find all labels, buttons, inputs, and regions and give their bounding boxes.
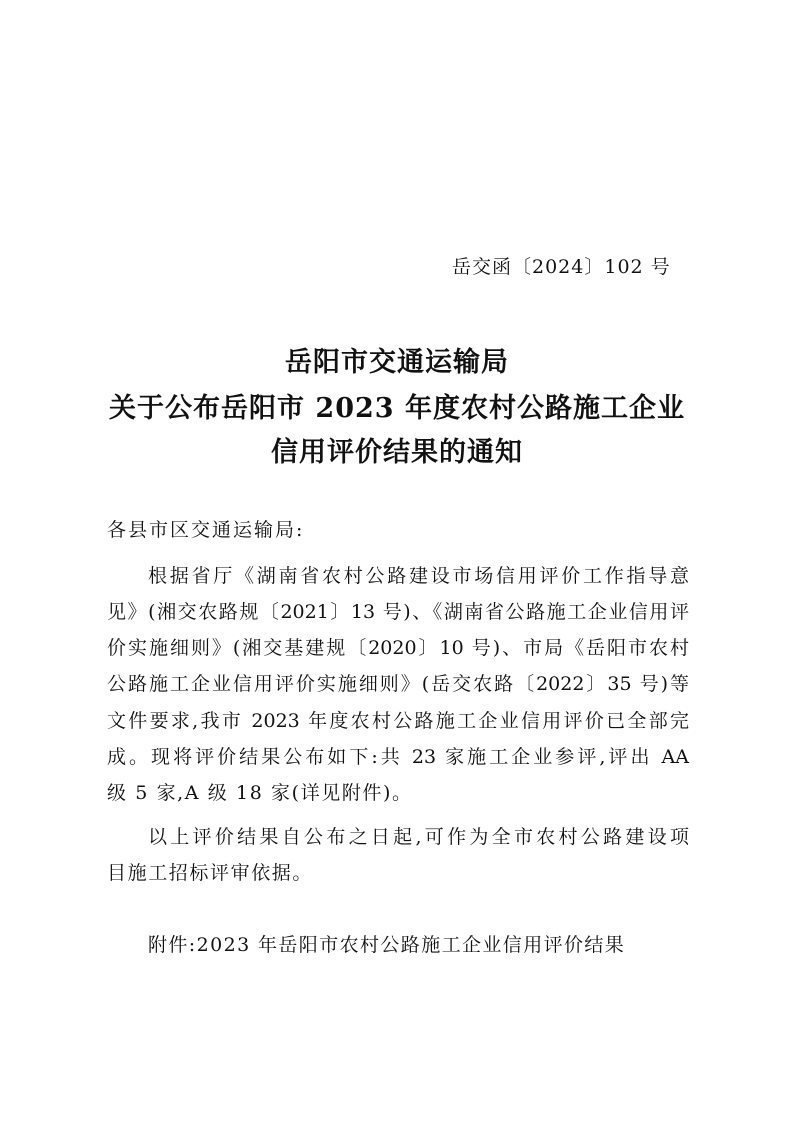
paragraph-1-line-1: 根据省厅《湖南省农村公路建设市场信用评价工作指导意 xyxy=(148,565,689,587)
salutation: 各县市区交通运输局: xyxy=(107,519,305,541)
title-line-3: 信用评价结果的通知 xyxy=(271,437,523,468)
paragraph-1-line-2: 见》(湘交农路规〔2021〕13 号)、《湖南省公路施工企业信用评 xyxy=(107,601,689,623)
title-line-2: 关于公布岳阳市 2023 年度农村公路施工企业 xyxy=(109,393,685,424)
document-number: 岳交函〔2024〕102 号 xyxy=(452,256,671,278)
paragraph-2-line-2: 目施工招标评审依据。 xyxy=(107,862,314,884)
paragraph-1-line-5: 文件要求,我市 2023 年度农村公路施工企业信用评价已全部完 xyxy=(107,710,689,732)
paragraph-1-line-3: 价实施细则》(湘交基建规〔2020〕10 号)、市局《岳阳市农村 xyxy=(107,637,689,659)
attachment-note: 附件:2023 年岳阳市农村公路施工企业信用评价结果 xyxy=(148,934,626,956)
paragraph-1-line-6: 成。现将评价结果公布如下:共 23 家施工企业参评,评出 AA xyxy=(107,746,689,768)
title-line-1: 岳阳市交通运输局 xyxy=(285,347,509,378)
paragraph-1-line-7: 级 5 家,A 级 18 家(详见附件)。 xyxy=(107,782,413,804)
paragraph-1-line-4: 公路施工企业信用评价实施细则》(岳交农路〔2022〕35 号)等 xyxy=(107,673,689,695)
paragraph-2-line-1: 以上评价结果自公布之日起,可作为全市农村公路建设项 xyxy=(148,826,689,848)
